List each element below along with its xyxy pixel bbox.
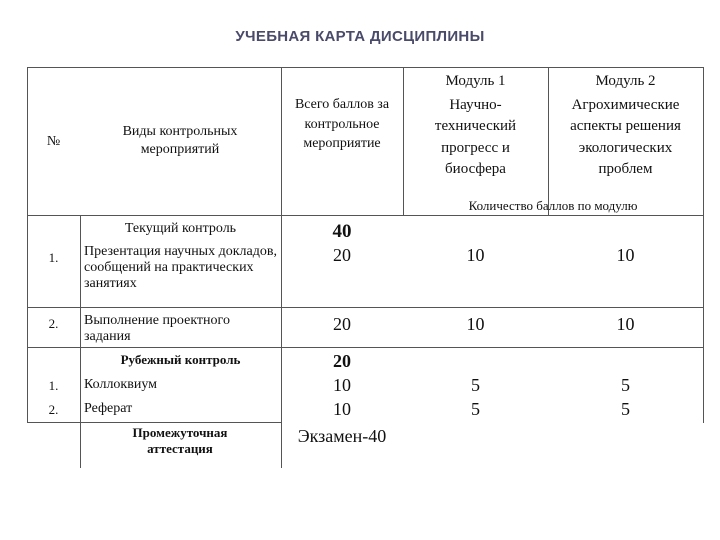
current-control-total: 40 <box>332 221 352 242</box>
row4-label: Реферат <box>84 401 133 416</box>
intermediate-total: Экзамен-40 <box>297 426 387 446</box>
row1-module2: 10 <box>616 245 635 265</box>
milestone-control-label: Рубежный контроль <box>120 352 241 367</box>
row3-module1: 5 <box>471 375 480 395</box>
row2-total: 20 <box>333 314 351 334</box>
header-module2-topic: Агрохимические аспекты решения экологических проблем <box>570 97 681 177</box>
row1-module1: 10 <box>466 245 485 265</box>
row2-number: 2. <box>48 316 59 331</box>
milestone-control-total: 20 <box>333 351 351 371</box>
row4-total: 10 <box>333 399 351 419</box>
row2-module2: 10 <box>616 314 635 334</box>
row3-label: Коллоквиум <box>84 377 158 392</box>
current-control-label: Текущий контроль <box>124 221 237 236</box>
header-module1-topic: Научно-технический прогресс и биосфера <box>434 97 517 177</box>
row1-label: Презентация научных докладов, сообщений на практических занятиях <box>84 244 277 292</box>
row4-module1: 5 <box>471 399 480 419</box>
header-total: Всего баллов за контрольное мероприятие <box>294 97 390 152</box>
row3-total: 10 <box>333 375 351 395</box>
intermediate-label: Промежуточная аттестация <box>132 425 228 457</box>
row3-module2: 5 <box>621 375 630 395</box>
header-number: № <box>46 134 61 149</box>
header-points-per-module: Количество баллов по модулю <box>468 198 638 213</box>
header-module1-name: Модуль 1 <box>445 73 506 89</box>
header-types: Виды контрольных мероприятий <box>122 124 238 157</box>
page-title: УЧЕБНАЯ КАРТА ДИСЦИПЛИНЫ <box>235 28 485 45</box>
row2-module1: 10 <box>466 314 485 334</box>
row2-label: Выполнение проектного задания <box>84 313 230 345</box>
row1-total: 20 <box>333 245 351 265</box>
header-module2-name: Модуль 2 <box>595 73 656 89</box>
row4-module2: 5 <box>621 399 630 419</box>
row4-number: 2. <box>48 402 59 417</box>
row3-number: 1. <box>48 378 59 393</box>
row1-number: 1. <box>48 250 59 265</box>
